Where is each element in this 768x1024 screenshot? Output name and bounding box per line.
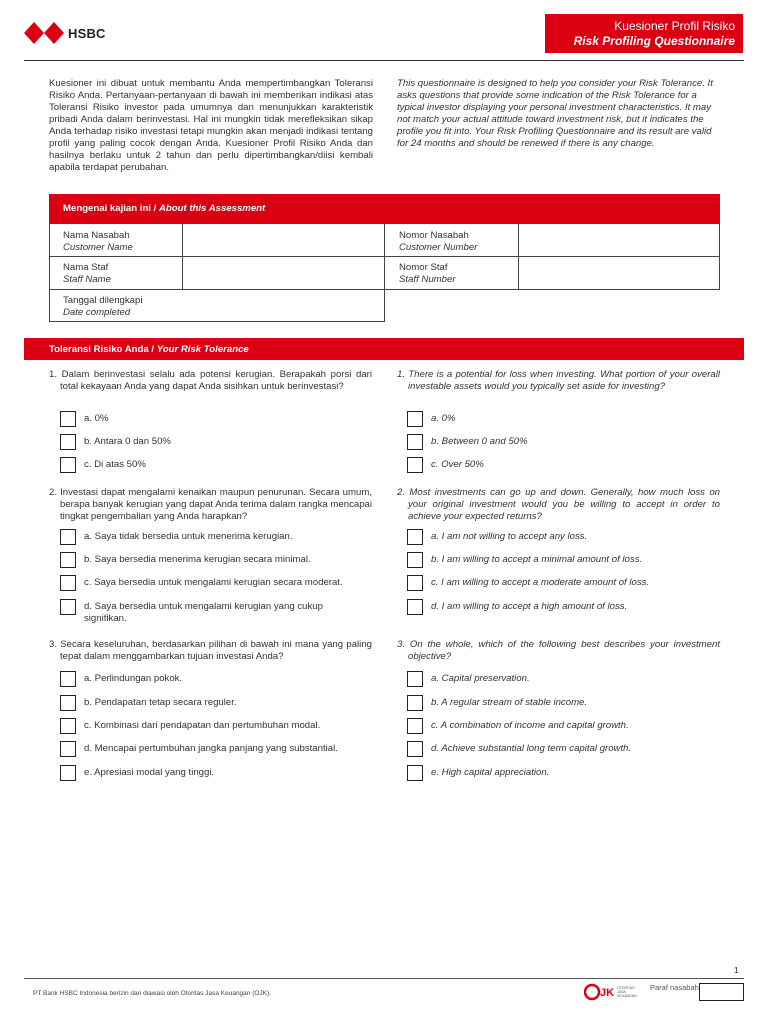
option-label: a. 0% (84, 413, 109, 424)
risk-tolerance-heading (24, 338, 744, 360)
option-label: b. Pendapatan tetap secara reguler. (84, 697, 237, 708)
q3-option-e-id[interactable] (60, 767, 360, 779)
label-en: Staff Number (399, 274, 456, 285)
q3-option-e-en[interactable] (407, 767, 707, 779)
about-heading-id: Mengenai kajian ini / (63, 203, 157, 214)
option-label: a. I am not willing to accept any loss. (431, 531, 588, 542)
legal-text: PT Bank HSBC Indonesia berizin dan diawasi oleh Otoritas Jasa Keuangan (OJK). (33, 990, 271, 997)
checkbox[interactable] (407, 575, 423, 591)
date-completed-label (49, 290, 142, 319)
about-heading (49, 194, 720, 224)
staff-number-field[interactable] (519, 257, 719, 289)
question-1-en: 1. There is a potential for loss when investing. What portion of your overall investable assets would you typically set aside for investing? (397, 369, 720, 392)
staff-name-label (49, 257, 111, 286)
option-label: b. Antara 0 dan 50% (84, 436, 171, 447)
hsbc-hexagon-logo (24, 22, 64, 44)
risk-heading-id: Toleransi Risiko Anda / (49, 344, 155, 355)
svg-text:JK: JK (600, 987, 615, 999)
label-en: Customer Number (399, 242, 478, 253)
q1-option-a-id[interactable] (60, 413, 360, 425)
q2-option-c-id[interactable] (60, 577, 360, 589)
checkbox[interactable] (60, 671, 76, 687)
svg-text:KEUANGAN: KEUANGAN (617, 994, 637, 998)
q2-option-a-en[interactable] (407, 531, 707, 543)
title-banner (545, 14, 743, 53)
staff-name-field[interactable] (183, 257, 384, 289)
customer-number-label (385, 225, 477, 254)
about-heading-en: About this Assessment (158, 203, 266, 214)
checkbox[interactable] (60, 741, 76, 757)
grid-line (719, 224, 720, 290)
checkbox[interactable] (407, 599, 423, 615)
q3-option-b-en[interactable] (407, 697, 707, 709)
q2-option-b-id[interactable] (60, 554, 360, 566)
label-en: Date completed (63, 307, 131, 318)
checkbox[interactable] (407, 529, 423, 545)
question-1-id: 1. Dalam berinvestasi selalu ada potensi kerugian. Berapakah porsi dari total kekayaan Anda yang dapat Anda sisihkan untuk berinvestasi? (49, 369, 372, 392)
checkbox[interactable] (60, 599, 76, 615)
checkbox[interactable] (407, 434, 423, 450)
about-assessment-box (49, 194, 720, 322)
customer-name-field[interactable] (183, 225, 384, 256)
staff-number-label (385, 257, 456, 286)
q3-option-d-en[interactable] (407, 743, 707, 755)
checkbox[interactable] (60, 552, 76, 568)
q2-option-a-id[interactable] (60, 531, 360, 543)
q1-option-c-id[interactable] (60, 459, 360, 471)
q3-option-c-id[interactable] (60, 720, 360, 732)
q3-option-a-en[interactable] (407, 673, 707, 685)
customer-name-label (49, 225, 133, 254)
option-label: a. Perlindungan pokok. (84, 673, 183, 684)
option-label: c. Di atas 50% (84, 459, 146, 470)
option-label: b. Between 0 and 50% (431, 436, 528, 447)
option-label: e. Apresiasi modal yang tinggi. (84, 767, 215, 778)
svg-text:JASA: JASA (617, 990, 626, 994)
customer-initial-field[interactable] (699, 983, 744, 1001)
title-id: Kuesioner Profil Risiko (614, 19, 735, 33)
checkbox[interactable] (407, 741, 423, 757)
question-2-en: 2. Most investments can go up and down. Generally, how much loss on your original investment would you be willing to accept in order to achieve your expected returns? (397, 487, 720, 522)
option-label: a. Capital preservation. (431, 673, 530, 684)
label-en: Customer Name (63, 242, 133, 253)
checkbox[interactable] (60, 575, 76, 591)
title-en: Risk Profiling Questionnaire (573, 34, 735, 48)
option-label: d. Achieve substantial long term capital growth. (431, 743, 632, 754)
checkbox[interactable] (60, 411, 76, 427)
checkbox[interactable] (60, 457, 76, 473)
q2-option-b-en[interactable] (407, 554, 707, 566)
checkbox[interactable] (60, 434, 76, 450)
option-label: d. Mencapai pertumbuhan jangka panjang yang substantial. (84, 743, 338, 754)
customer-number-field[interactable] (519, 225, 719, 256)
q1-option-b-id[interactable] (60, 436, 360, 448)
q2-option-d-en[interactable] (407, 601, 707, 613)
checkbox[interactable] (407, 765, 423, 781)
option-label: c. I am willing to accept a moderate amount of loss. (431, 577, 650, 588)
checkbox[interactable] (407, 457, 423, 473)
q3-option-c-en[interactable] (407, 720, 707, 732)
checkbox[interactable] (407, 718, 423, 734)
checkbox[interactable] (407, 552, 423, 568)
q1-option-c-en[interactable] (407, 459, 707, 471)
label-id: Tanggal dilengkapi (63, 295, 143, 306)
grid-line (49, 321, 385, 322)
checkbox[interactable] (60, 718, 76, 734)
checkbox[interactable] (407, 671, 423, 687)
q2-option-d-id[interactable] (60, 601, 360, 625)
option-label: d. I am willing to accept a high amount of loss. (431, 601, 628, 612)
option-label: e. High capital appreciation. (431, 767, 550, 778)
label-en: Staff Name (63, 274, 111, 285)
question-3-en: 3. On the whole, which of the following best describes your investment objective? (397, 639, 720, 662)
q1-option-b-en[interactable] (407, 436, 707, 448)
q3-option-b-id[interactable] (60, 697, 360, 709)
ojk-logo (584, 981, 644, 1003)
svg-text:OTORITAS: OTORITAS (617, 986, 635, 990)
q1-option-a-en[interactable] (407, 413, 707, 425)
option-label: b. A regular stream of stable income. (431, 697, 588, 708)
question-3-id: 3. Secara keseluruhan, berdasarkan pilihan di bawah ini mana yang paling tepat dalam menggambarkan tujuan investasi Anda? (49, 639, 372, 662)
label-id: Nama Staf (63, 262, 109, 273)
checkbox[interactable] (407, 695, 423, 711)
q3-option-a-id[interactable] (60, 673, 360, 685)
option-label: d. Saya bersedia untuk mengalami kerugian yang cukup signifikan. (84, 601, 323, 624)
option-label: a. 0% (431, 413, 456, 424)
checkbox[interactable] (60, 765, 76, 781)
option-label: c. A combination of income and capital growth. (431, 720, 629, 731)
brand-name: HSBC (68, 26, 106, 41)
intro-text-id: Kuesioner ini dibuat untuk membantu Anda mempertimbangkan Toleransi Risiko Anda. Pertanyaan-pertanyaan di bawah ini memberikan indikasi atas Toleransi Risiko investor pada umumnya dan menunjukkan karakteristik pribadi Anda dalam berinvestasi. Hal ini mungkin tidak merefleksikan sikap Anda terhadap risiko investasi tetapi mungkin akan menjadi indikasi tentang profil yang paling cocok dengan Anda. Kuesioner Profil Risiko Anda dan hasilnya berlaku untuk 2 tahun dan perlu dipertimbangkan/diisi kembali apabila terdapat perubahan. (49, 78, 373, 173)
page-number: 1 (734, 966, 739, 975)
q3-option-d-id[interactable] (60, 743, 360, 755)
footer-divider (24, 978, 744, 979)
label-id: Nomor Nasabah (399, 230, 469, 241)
label-id: Nama Nasabah (63, 230, 130, 241)
checkbox[interactable] (60, 695, 76, 711)
label-id: Nomor Staf (399, 262, 448, 273)
question-2-id: 2. Investasi dapat mengalami kenaikan maupun penurunan. Secara umum, berapa banyak kerugian yang dapat Anda terima dalam rangka mencapai tingkat pengembalian yang Anda harapkan? (49, 487, 373, 522)
checkbox[interactable] (407, 411, 423, 427)
option-label: b. Saya bersedia menerima kerugian secara minimal. (84, 554, 311, 565)
intro-text-en: This questionnaire is designed to help you consider your Risk Tolerance. It asks questions that provide some indication of the Risk Tolerance for a typical investor displaying your personal investment characteristics. It may not match your actual attitude toward investment risk, but it indicates the profile you fit into. Your Risk Profiling Questionnaire and its result are valid for 24 months and should be renewed if there is any change. (397, 78, 713, 149)
option-label: c. Kombinasi dari pendapatan dan pertumbuhan modal. (84, 720, 321, 731)
checkbox[interactable] (60, 529, 76, 545)
header-divider (24, 60, 744, 61)
date-completed-field[interactable] (183, 290, 384, 321)
risk-heading-en: Your Risk Tolerance (156, 344, 249, 355)
option-label: b. I am willing to accept a minimal amount of loss. (431, 554, 643, 565)
option-label: c. Saya bersedia untuk mengalami kerugian secara moderat. (84, 577, 343, 588)
option-label: a. Saya tidak bersedia untuk menerima kerugian. (84, 531, 293, 542)
customer-initial-label: Paraf nasabah (650, 983, 699, 992)
option-label: c. Over 50% (431, 459, 484, 470)
q2-option-c-en[interactable] (407, 577, 707, 589)
